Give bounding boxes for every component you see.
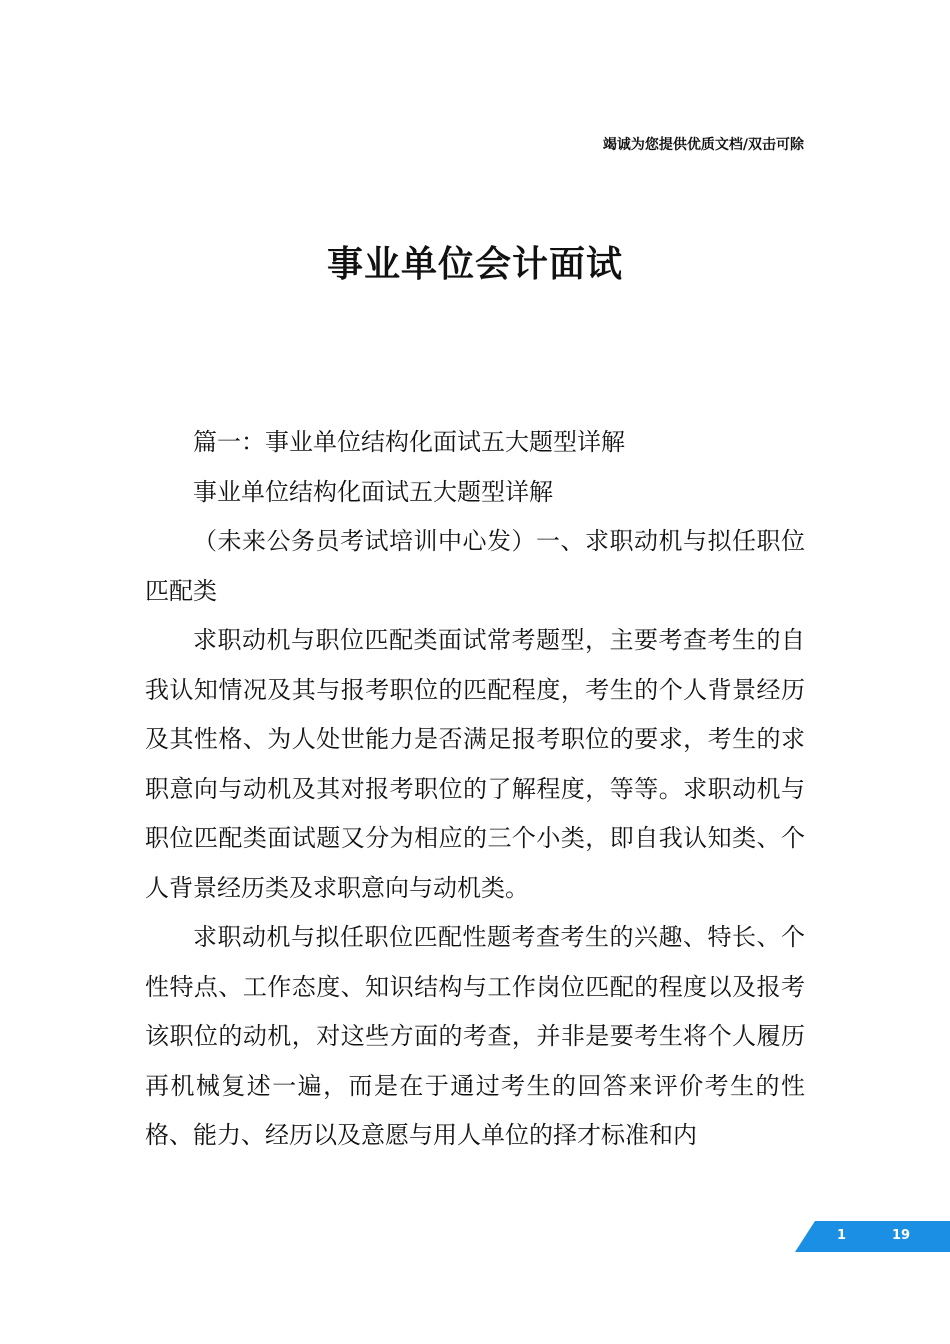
paragraph: 求职动机与拟任职位匹配性题考查考生的兴趣、特长、个性特点、工作态度、知识结构与工作岗位匹配的程度以及报考该职位的动机，对这些方面的考查，并非是要考生将个人履历再机械复述一遍，而是在于通过考生的回答来评价考生的性格、能力、经历以及意愿与用人单位的择才标准和内 bbox=[145, 923, 805, 1149]
paragraph: 篇一：事业单位结构化面试五大题型详解 bbox=[193, 428, 625, 456]
paragraph: （未来公务员考试培训中心发）一、求职动机与拟任职位匹配类 bbox=[145, 527, 805, 605]
document-title: 事业单位会计面试 bbox=[326, 244, 623, 285]
page-indicator-background bbox=[795, 1221, 950, 1252]
page-number-total: 19 bbox=[892, 1228, 911, 1243]
document-body bbox=[145, 418, 805, 1161]
paragraph: 求职动机与职位匹配类面试常考题型，主要考查考生的自我认知情况及其与报考职位的匹配程度，考生的个人背景经历及其性格、为人处世能力是否满足报考职位的要求，考生的求职意向与动机及其对报考职位的了解程度，等等。求职动机与职位匹配类面试题又分为相应的三个小类，即自我认知类、个人背景经历类及求职意向与动机类。 bbox=[145, 626, 805, 902]
header-note: 竭诚为您提供优质文档/双击可除 bbox=[602, 137, 804, 153]
page-indicator bbox=[795, 1221, 950, 1252]
page-number-current: 1 bbox=[837, 1228, 847, 1243]
paragraph: 事业单位结构化面试五大题型详解 bbox=[193, 477, 553, 506]
